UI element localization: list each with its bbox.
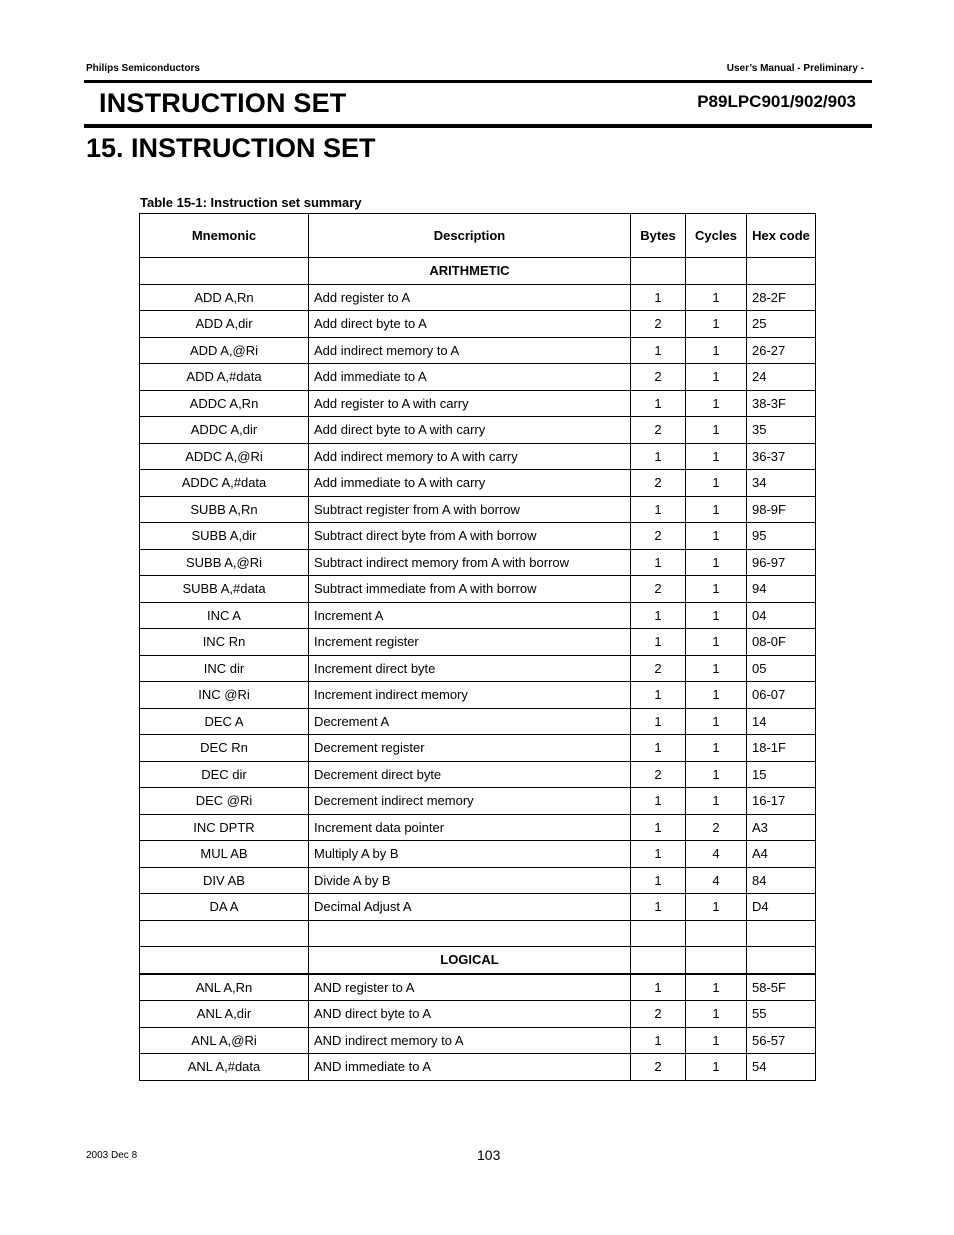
cycles-cell: 4 [686,841,747,868]
company-name: Philips Semiconductors [86,63,200,74]
footer-date: 2003 Dec 8 [86,1150,138,1161]
mnemonic-cell: DEC @Ri [140,788,309,815]
bytes-cell: 2 [631,470,686,497]
bytes-cell: 1 [631,894,686,921]
table-row [140,894,816,921]
description-cell: Add immediate to A [309,364,631,391]
hex-code-cell: 24 [747,364,816,391]
mnemonic-cell: ADDC A,#data [140,470,309,497]
cycles-cell: 1 [686,1027,747,1054]
hex-code-cell: 26-27 [747,337,816,364]
mnemonic-cell: SUBB A,dir [140,523,309,550]
mnemonic-cell: ADD A,#data [140,364,309,391]
header-rule-bottom [84,124,872,128]
table-row [140,443,816,470]
hex-code-cell: 04 [747,602,816,629]
table-body [140,258,816,1081]
mnemonic-cell: INC @Ri [140,682,309,709]
cycles-cell: 1 [686,788,747,815]
table-row [140,496,816,523]
table-row [140,284,816,311]
mnemonic-cell: DEC dir [140,761,309,788]
bytes-cell: 1 [631,788,686,815]
description-cell: Decrement direct byte [309,761,631,788]
cycles-cell: 1 [686,364,747,391]
mnemonic-cell: SUBB A,Rn [140,496,309,523]
bytes-cell: 1 [631,390,686,417]
cycles-cell: 1 [686,417,747,444]
description-cell: Add register to A with carry [309,390,631,417]
column-header-cycles: Cycles [686,214,747,258]
bytes-cell: 1 [631,841,686,868]
mnemonic-cell: INC Rn [140,629,309,656]
table-row [140,788,816,815]
hex-code-cell: A3 [747,814,816,841]
hex-code-cell: 28-2F [747,284,816,311]
cycles-cell: 1 [686,470,747,497]
mnemonic-cell: ANL A,#data [140,1054,309,1081]
mnemonic-cell: ANL A,Rn [140,974,309,1001]
cycles-cell: 1 [686,602,747,629]
bytes-cell: 1 [631,549,686,576]
description-cell: Subtract indirect memory from A with borrow [309,549,631,576]
mnemonic-cell: SUBB A,#data [140,576,309,603]
bytes-cell: 1 [631,1027,686,1054]
section-title: INSTRUCTION SET [99,88,347,118]
column-header-hex-code: Hex code [747,214,816,258]
mnemonic-cell: ADD A,dir [140,311,309,338]
cycles-cell: 1 [686,576,747,603]
hex-code-cell: 84 [747,867,816,894]
bytes-cell: 1 [631,867,686,894]
mnemonic-cell: MUL AB [140,841,309,868]
cycles-cell: 1 [686,761,747,788]
table-row [140,337,816,364]
bytes-cell: 2 [631,1001,686,1028]
cycles-cell: 4 [686,867,747,894]
description-cell: Subtract direct byte from A with borrow [309,523,631,550]
cycles-cell: 1 [686,523,747,550]
page-number: 103 [477,1147,501,1163]
hex-code-cell: 08-0F [747,629,816,656]
description-cell: Increment indirect memory [309,682,631,709]
bytes-cell: 2 [631,311,686,338]
hex-code-cell: 06-07 [747,682,816,709]
cycles-cell: 1 [686,311,747,338]
mnemonic-cell: INC dir [140,655,309,682]
instruction-set-table [139,213,816,1081]
description-cell: Subtract immediate from A with borrow [309,576,631,603]
description-cell: Subtract register from A with borrow [309,496,631,523]
bytes-cell: 1 [631,337,686,364]
hex-code-cell: 94 [747,576,816,603]
cycles-cell: 1 [686,735,747,762]
table-row [140,364,816,391]
hex-code-cell: 98-9F [747,496,816,523]
cycles-cell: 1 [686,629,747,656]
description-cell: Add indirect memory to A [309,337,631,364]
column-header-description: Description [309,214,631,258]
spacer-row [140,920,816,947]
bytes-cell: 1 [631,682,686,709]
cycles-cell: 1 [686,1001,747,1028]
table-row [140,602,816,629]
bytes-cell: 1 [631,496,686,523]
description-cell: Add indirect memory to A with carry [309,443,631,470]
table-caption: Table 15-1: Instruction set summary [140,195,362,210]
bytes-cell: 1 [631,284,686,311]
bytes-cell: 1 [631,602,686,629]
cycles-cell: 1 [686,443,747,470]
part-number: P89LPC901/902/903 [697,92,856,111]
category-row-arithmetic [140,258,816,285]
mnemonic-cell: DEC Rn [140,735,309,762]
bytes-cell: 2 [631,576,686,603]
description-cell: Add direct byte to A with carry [309,417,631,444]
hex-code-cell: 14 [747,708,816,735]
mnemonic-cell: DEC A [140,708,309,735]
table-row [140,867,816,894]
cycles-cell: 1 [686,549,747,576]
hex-code-cell: 16-17 [747,788,816,815]
description-cell: Add immediate to A with carry [309,470,631,497]
mnemonic-cell: INC DPTR [140,814,309,841]
cycles-cell: 1 [686,974,747,1001]
header-rule-top [84,80,872,83]
hex-code-cell: 05 [747,655,816,682]
bytes-cell: 2 [631,1054,686,1081]
description-cell: AND indirect memory to A [309,1027,631,1054]
description-cell: Add register to A [309,284,631,311]
mnemonic-cell: ADD A,@Ri [140,337,309,364]
category-label: LOGICAL [309,947,631,974]
manual-label: User’s Manual - Preliminary - [726,63,864,74]
description-cell: Decimal Adjust A [309,894,631,921]
table-row [140,735,816,762]
mnemonic-cell: SUBB A,@Ri [140,549,309,576]
cycles-cell: 1 [686,708,747,735]
cycles-cell: 1 [686,1054,747,1081]
description-cell: AND direct byte to A [309,1001,631,1028]
mnemonic-cell: ADDC A,@Ri [140,443,309,470]
cycles-cell: 1 [686,682,747,709]
cycles-cell: 1 [686,390,747,417]
table-row [140,629,816,656]
bytes-cell: 2 [631,523,686,550]
description-cell: Multiply A by B [309,841,631,868]
mnemonic-cell: DIV AB [140,867,309,894]
mnemonic-cell: INC A [140,602,309,629]
table-row [140,761,816,788]
table-row [140,1001,816,1028]
description-cell: Divide A by B [309,867,631,894]
mnemonic-cell: DA A [140,894,309,921]
hex-code-cell: 34 [747,470,816,497]
table-row [140,841,816,868]
hex-code-cell: 36-37 [747,443,816,470]
hex-code-cell: 25 [747,311,816,338]
bytes-cell: 1 [631,443,686,470]
table-row [140,974,816,1001]
table-row [140,576,816,603]
table-row [140,682,816,709]
bytes-cell: 1 [631,708,686,735]
description-cell: Add direct byte to A [309,311,631,338]
table-row [140,549,816,576]
table-row [140,390,816,417]
chapter-title: 15. INSTRUCTION SET [86,133,376,163]
mnemonic-cell: ANL A,dir [140,1001,309,1028]
mnemonic-cell: ANL A,@Ri [140,1027,309,1054]
table-row [140,655,816,682]
category-row-logical [140,947,816,974]
cycles-cell: 1 [686,284,747,311]
cycles-cell: 1 [686,337,747,364]
bytes-cell: 1 [631,735,686,762]
table-row [140,814,816,841]
hex-code-cell: 15 [747,761,816,788]
mnemonic-cell: ADDC A,dir [140,417,309,444]
column-header-bytes: Bytes [631,214,686,258]
hex-code-cell: 35 [747,417,816,444]
hex-code-cell: 54 [747,1054,816,1081]
bytes-cell: 1 [631,974,686,1001]
description-cell: AND register to A [309,974,631,1001]
description-cell: Increment register [309,629,631,656]
table-row [140,470,816,497]
mnemonic-cell: ADDC A,Rn [140,390,309,417]
mnemonic-cell: ADD A,Rn [140,284,309,311]
cycles-cell: 1 [686,655,747,682]
description-cell: Decrement register [309,735,631,762]
hex-code-cell: D4 [747,894,816,921]
table-row [140,311,816,338]
bytes-cell: 2 [631,364,686,391]
bytes-cell: 1 [631,629,686,656]
table-header-row [140,214,816,258]
category-label: ARITHMETIC [309,258,631,285]
description-cell: Increment A [309,602,631,629]
table-row [140,708,816,735]
table-row [140,1027,816,1054]
hex-code-cell: 38-3F [747,390,816,417]
hex-code-cell: 18-1F [747,735,816,762]
table-row [140,1054,816,1081]
hex-code-cell: 96-97 [747,549,816,576]
hex-code-cell: 95 [747,523,816,550]
description-cell: Increment data pointer [309,814,631,841]
table-row [140,417,816,444]
bytes-cell: 1 [631,814,686,841]
hex-code-cell: 58-5F [747,974,816,1001]
description-cell: Decrement indirect memory [309,788,631,815]
hex-code-cell: A4 [747,841,816,868]
hex-code-cell: 56-57 [747,1027,816,1054]
cycles-cell: 2 [686,814,747,841]
bytes-cell: 2 [631,655,686,682]
description-cell: AND immediate to A [309,1054,631,1081]
description-cell: Increment direct byte [309,655,631,682]
table-row [140,523,816,550]
hex-code-cell: 55 [747,1001,816,1028]
column-header-mnemonic: Mnemonic [140,214,309,258]
cycles-cell: 1 [686,894,747,921]
cycles-cell: 1 [686,496,747,523]
bytes-cell: 2 [631,761,686,788]
bytes-cell: 2 [631,417,686,444]
description-cell: Decrement A [309,708,631,735]
